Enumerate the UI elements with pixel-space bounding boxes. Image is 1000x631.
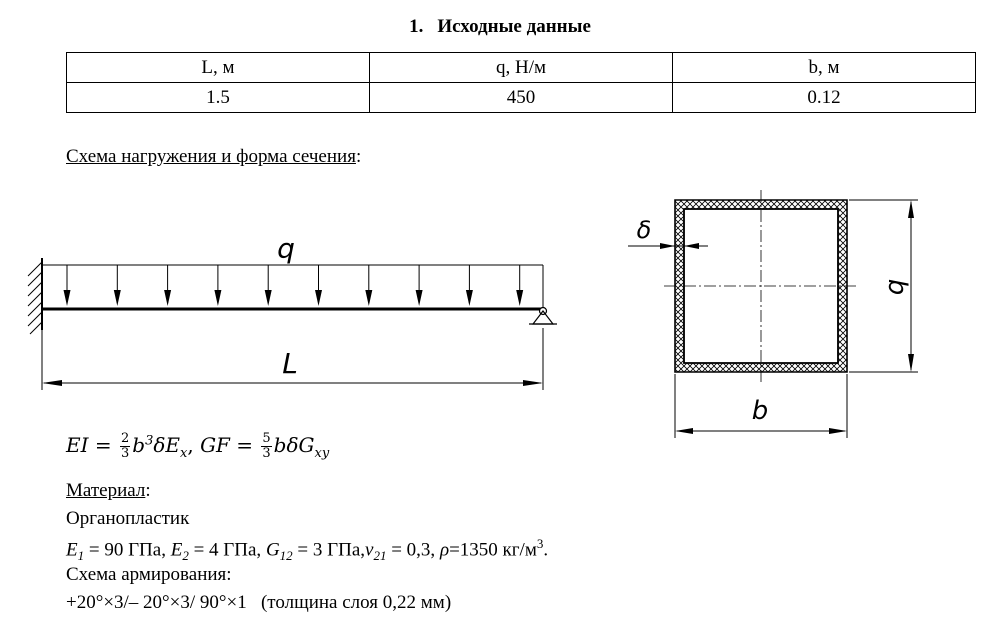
- reinforcement-scheme: [66, 592, 451, 614]
- prop-subscript: 21: [373, 548, 387, 564]
- formula-gf-lhs: GF =: [200, 433, 260, 457]
- fixed-support-icon: [28, 258, 42, 334]
- prop-value: = 3 ГПа,: [292, 539, 366, 561]
- table-header-cell: q, Н/м: [370, 53, 673, 83]
- prop-symbol: ν: [365, 539, 374, 561]
- formula-subscript: xy: [314, 446, 330, 461]
- formula-term: bδG: [273, 433, 315, 457]
- formula-term: b: [132, 433, 146, 457]
- table-cell: 1.5: [67, 83, 370, 113]
- length-label: L: [282, 347, 298, 380]
- prop-value: = 4 ГПа,: [188, 539, 266, 561]
- reinforcement-label: Схема армирования:: [66, 564, 232, 585]
- layer-thickness: (толщина слоя 0,22 мм): [260, 592, 452, 613]
- thickness-label: δ: [636, 216, 652, 244]
- material-name: Органопластик: [66, 508, 190, 529]
- load-arrow-head: [64, 290, 71, 306]
- load-arrow-head: [365, 290, 372, 306]
- material-properties: [66, 536, 548, 564]
- section-number: 1.: [409, 16, 424, 37]
- prop-value: =1350 кг/м: [449, 539, 537, 561]
- width-label: b: [751, 396, 769, 426]
- prop-end: .: [543, 539, 549, 561]
- prop-symbol: E: [170, 539, 183, 561]
- fraction-numerator: 5: [262, 431, 271, 446]
- prop-value: = 0,3,: [386, 539, 440, 561]
- cross-section: [628, 190, 918, 438]
- fraction-denominator: 3: [120, 446, 130, 461]
- formula-term: δE: [153, 433, 180, 457]
- section-title: Исходные данные: [437, 16, 591, 37]
- distributed-load: [42, 265, 543, 308]
- formula-subscript: x: [180, 446, 188, 461]
- stiffness-formula: [66, 432, 329, 461]
- load-arrow-head: [214, 290, 221, 306]
- material-label-colon: :: [145, 480, 151, 501]
- formula-power: 3: [145, 433, 154, 449]
- load-arrow-head: [265, 290, 272, 306]
- prop-subscript: 2: [182, 548, 189, 564]
- load-arrow-head: [416, 290, 423, 306]
- fraction: [261, 432, 271, 461]
- prop-symbol: E: [66, 539, 78, 561]
- prop-subscript: 1: [77, 548, 85, 564]
- prop-value: = 90 ГПа,: [84, 539, 171, 561]
- prop-symbol: G: [265, 539, 280, 561]
- fraction-numerator: 2: [120, 431, 130, 446]
- formula-separator: ,: [187, 433, 201, 457]
- prop-symbol: ρ: [439, 539, 450, 561]
- material-label: [66, 480, 151, 502]
- prop-power: 3: [536, 536, 544, 551]
- fraction: [120, 432, 130, 461]
- load-arrow-head: [466, 290, 473, 306]
- material-label-text: Материал: [66, 480, 146, 501]
- table-cell: 0.12: [673, 83, 976, 113]
- table-header-cell: L, м: [67, 53, 370, 83]
- formula-ei-lhs: EI =: [66, 433, 118, 457]
- height-label: b: [882, 278, 912, 296]
- load-arrow-head: [516, 290, 523, 306]
- table-header-cell: b, м: [673, 53, 976, 83]
- scheme-title-colon: :: [355, 146, 362, 167]
- load-arrows: [64, 265, 524, 306]
- load-arrow-head: [164, 290, 171, 306]
- load-arrow-head: [315, 290, 322, 306]
- load-arrow-head: [114, 290, 121, 306]
- reinforcement-layup: +20°×3/– 20°×3/ 90°×1: [66, 592, 247, 613]
- prop-subscript: 12: [279, 548, 293, 564]
- fraction-denominator: 3: [262, 446, 271, 461]
- table-cell: 450: [370, 83, 673, 113]
- scheme-title-text: Схема нагружения и форма сечения: [66, 146, 356, 167]
- load-label: q: [277, 232, 295, 265]
